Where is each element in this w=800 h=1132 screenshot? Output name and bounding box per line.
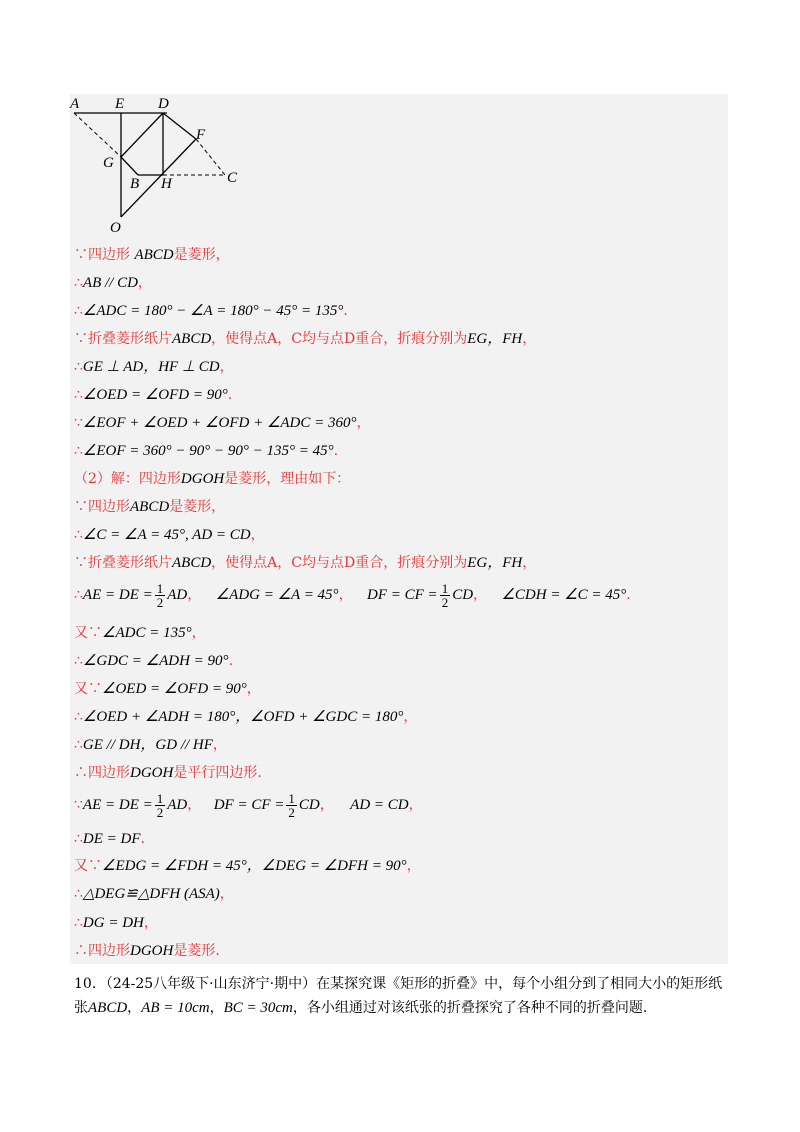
label-E: E [115,96,125,112]
step-15: ∴∠GDC = ∠ADH = 90°. [74,653,234,669]
label-H: H [161,176,172,192]
step-8: ∴∠EOF = 360° − 90° − 90° − 135° = 45°. [74,443,339,459]
step-12: ∵折叠菱形纸片ABCD，使得点A，C均与点D重合，折痕分别为EG，FH， [74,555,537,571]
step-16: 又∵∠OED = ∠OFD = 90°， [74,681,261,697]
label-G: G [103,155,114,171]
step-22: 又∵∠EDG = ∠FDH = 45°，∠DEG = ∠DFH = 90°， [74,858,421,874]
label-O: O [110,220,121,236]
problem-line-1: 10．（24-25八年级下·山东济宁·期中）在某探究课《矩形的折叠》中，每个小组分到了相同大小的矩形纸 [74,976,723,992]
fraction-one-half: $\frac{1}{2}$ [156,790,164,820]
problem-10 [74,972,734,1020]
fraction-one-half: $\frac{1}{2}$ [288,790,295,820]
step-13: ∴AE = DE = $\frac{1}{2}$ AD， ∠ADG = ∠A = 45°， DF = CF = $\frac{1}{2}$ CD， ∠CDH = ∠C = 45°. [74,580,631,610]
step-4: ∵折叠菱形纸片ABCD，使得点A，C均与点D重合，折痕分别为EG，FH， [74,331,537,347]
fraction-one-half: $\frac{1}{2}$ [156,580,164,610]
step-18: ∴GE // DH，GD // HF， [74,737,227,753]
dashed-FC [196,139,225,175]
problem-line-2: 张ABCD，AB = 10cm，BC = 30cm，各小组通过对该纸张的折叠探究了各种不同的折叠问题. [74,1000,648,1016]
step-5: ∴GE ⊥ AD，HF ⊥ CD， [74,359,234,375]
label-F: F [196,127,206,143]
step-24: ∴DG = DH， [74,915,158,931]
step-11: ∴∠C = ∠A = 45°, AD = CD， [74,527,265,543]
dashed-AG [74,113,121,157]
step-10: ∵四边形ABCD是菱形， [74,499,226,515]
part-2-heading: （2）解：四边形DGOH是菱形，理由如下： [74,471,351,487]
label-C: C [227,170,238,186]
label-B: B [130,176,140,192]
segment-GB [121,157,138,175]
label-D: D [158,96,169,112]
step-23: ∴△DEG≌△DFH (ASA)， [74,886,234,902]
step-25: ∴四边形DGOH是菱形. [74,943,220,959]
geometry-figure [0,0,800,240]
step-1: ∵四边形 ABCD是菱形， [74,247,230,263]
segment-DF [163,113,196,139]
step-17: ∴∠OED + ∠ADH = 180°，∠OFD + ∠GDC = 180°， [74,709,418,725]
label-A: A [70,96,80,112]
step-14: 又∵∠ADC = 135°， [74,625,206,641]
step-6: ∴∠OED = ∠OFD = 90°. [74,387,233,403]
step-7: ∵∠EOF + ∠OED + ∠OFD + ∠ADC = 360°， [74,415,371,431]
fraction-one-half: $\frac{1}{2}$ [441,580,449,610]
step-2: ∴AB // CD， [74,275,152,291]
step-21: ∴DE = DF. [74,831,145,847]
step-3: ∴∠ADC = 180° − ∠A = 180° − 45° = 135°. [74,303,348,319]
step-20: ∵AE = DE = $\frac{1}{2}$ AD， DF = CF = $\frac{1}{2}$ CD， AD = CD， [74,790,423,820]
segment-GD [121,113,163,157]
step-19: ∴四边形DGOH是平行四边形. [74,765,262,781]
